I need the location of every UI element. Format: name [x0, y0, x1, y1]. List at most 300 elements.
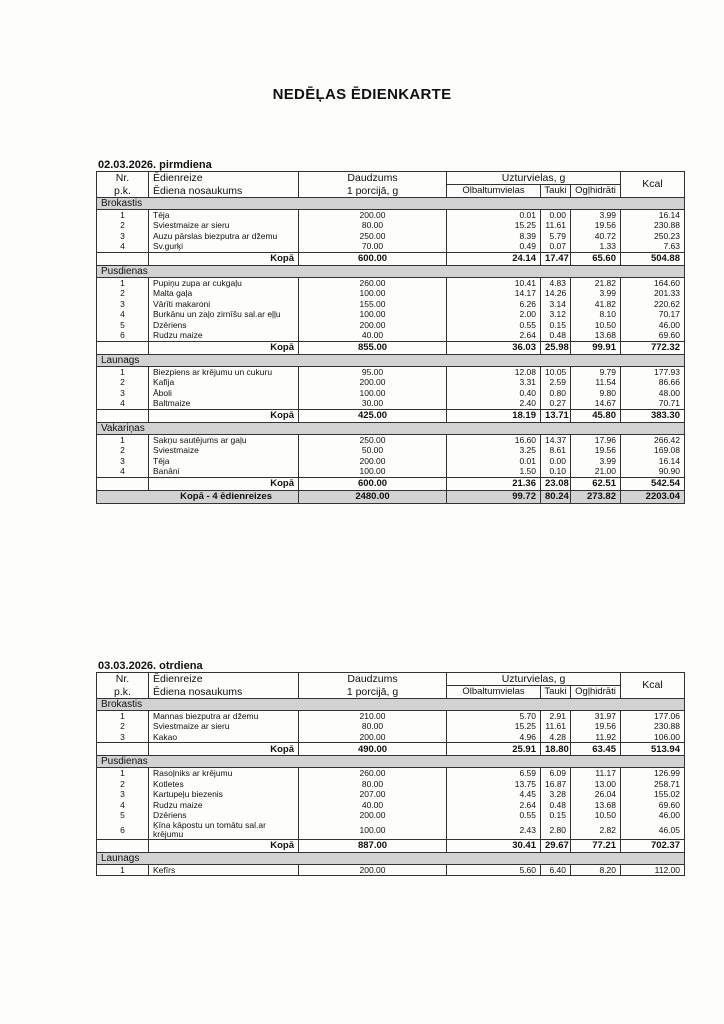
section-launags [97, 852, 685, 864]
row-kcal: 250.23 [621, 231, 685, 242]
header-tauki: Tauki [541, 185, 571, 198]
row-carb: 41.82 [571, 299, 621, 310]
row-carb: 8.20 [571, 864, 621, 876]
row-fat: 0.15 [541, 320, 571, 331]
section-label: Launags [97, 852, 685, 864]
row-prot: 5.70 [447, 710, 541, 721]
table-row [97, 456, 685, 467]
row-kcal: 164.60 [621, 277, 685, 288]
row-nr: 4 [97, 398, 149, 409]
row-carb: 21.00 [571, 466, 621, 477]
total-qty: 855.00 [299, 341, 447, 354]
row-qty: 100.00 [299, 309, 447, 320]
row-qty: 260.00 [299, 768, 447, 779]
row-prot: 0.49 [447, 241, 541, 252]
section-launags [97, 354, 685, 366]
row-qty: 200.00 [299, 456, 447, 467]
table-row [97, 768, 685, 779]
row-qty: 200.00 [299, 732, 447, 743]
total-fat: 17.47 [541, 252, 571, 265]
section-label: Launags [97, 354, 685, 366]
row-prot: 10.41 [447, 277, 541, 288]
header-kcal: Kcal [621, 172, 685, 198]
row-kcal: 177.06 [621, 710, 685, 721]
row-carb: 40.72 [571, 231, 621, 242]
row-kcal: 126.99 [621, 768, 685, 779]
row-qty: 40.00 [299, 800, 447, 811]
row-carb: 9.80 [571, 388, 621, 399]
row-qty: 207.00 [299, 789, 447, 800]
section-brokastis [97, 197, 685, 209]
row-prot: 5.60 [447, 864, 541, 876]
row-fat: 0.00 [541, 456, 571, 467]
row-fat: 4.28 [541, 732, 571, 743]
row-fat: 2.80 [541, 821, 571, 840]
grand-total-prot: 99.72 [447, 490, 541, 503]
total-carb: 62.51 [571, 477, 621, 490]
section-brokastis [97, 698, 685, 710]
total-kcal: 772.32 [621, 341, 685, 354]
header-row-1 [97, 673, 685, 686]
row-fat: 5.79 [541, 231, 571, 242]
row-name: Mannas biezputra ar džemu [149, 710, 299, 721]
row-kcal: 258.71 [621, 779, 685, 790]
grand-total-qty: 2480.00 [299, 490, 447, 503]
row-prot: 2.64 [447, 800, 541, 811]
row-name: Kafija [149, 377, 299, 388]
row-kcal: 16.14 [621, 456, 685, 467]
section-pusdienas [97, 265, 685, 277]
row-fat: 11.61 [541, 220, 571, 231]
row-carb: 3.99 [571, 209, 621, 220]
row-nr: 1 [97, 277, 149, 288]
row-fat: 0.27 [541, 398, 571, 409]
header-olbaltumvielas: Olbaltumvielas [447, 686, 541, 699]
row-fat: 6.09 [541, 768, 571, 779]
header-olbaltumvielas: Olbaltumvielas [447, 185, 541, 198]
row-fat: 8.61 [541, 445, 571, 456]
row-prot: 0.55 [447, 320, 541, 331]
row-nr: 3 [97, 231, 149, 242]
row-carb: 13.68 [571, 330, 621, 341]
total-kcal: 504.88 [621, 252, 685, 265]
table-row [97, 800, 685, 811]
row-name: Banāni [149, 466, 299, 477]
row-nr: 2 [97, 779, 149, 790]
table-row [97, 821, 685, 840]
row-carb: 19.56 [571, 721, 621, 732]
total-carb: 77.21 [571, 839, 621, 852]
grand-total-row [97, 490, 685, 503]
total-label: Kopā [149, 341, 299, 354]
table-row [97, 388, 685, 399]
row-fat: 0.00 [541, 209, 571, 220]
row-fat: 0.48 [541, 330, 571, 341]
row-name: Pupiņu zupa ar cukgaļu [149, 277, 299, 288]
row-carb: 11.92 [571, 732, 621, 743]
row-nr: 5 [97, 320, 149, 331]
day-2-table [96, 672, 685, 876]
table-row [97, 320, 685, 331]
total-fat: 18.80 [541, 743, 571, 756]
row-name: Vārīti makaroni [149, 299, 299, 310]
row-name: Rudzu maize [149, 800, 299, 811]
row-kcal: 16.14 [621, 209, 685, 220]
row-fat: 10.05 [541, 366, 571, 377]
table-row [97, 398, 685, 409]
day-2-date: 03.03.2026. otrdiena [98, 660, 203, 672]
row-fat: 0.48 [541, 800, 571, 811]
row-qty: 80.00 [299, 220, 447, 231]
row-prot: 0.01 [447, 456, 541, 467]
row-name: Kartupeļu biezenis [149, 789, 299, 800]
row-prot: 13.75 [447, 779, 541, 790]
row-kcal: 46.00 [621, 320, 685, 331]
table-row [97, 721, 685, 732]
day-1-date: 02.03.2026. pirmdiena [98, 159, 212, 171]
row-nr: 3 [97, 388, 149, 399]
total-row [97, 477, 685, 490]
row-name: Tēja [149, 456, 299, 467]
row-prot: 3.31 [447, 377, 541, 388]
row-qty: 200.00 [299, 864, 447, 876]
row-carb: 9.79 [571, 366, 621, 377]
section-vakarinas [97, 422, 685, 434]
table-row [97, 710, 685, 721]
row-name: Dzēriens [149, 810, 299, 821]
row-fat: 0.15 [541, 810, 571, 821]
header-nr: Nr. [97, 172, 149, 185]
row-name: Biezpiens ar krējumu un cukuru [149, 366, 299, 377]
row-carb: 19.56 [571, 220, 621, 231]
row-name: Kefīrs [149, 864, 299, 876]
row-nr: 1 [97, 209, 149, 220]
row-qty: 155.00 [299, 299, 447, 310]
row-kcal: 220.62 [621, 299, 685, 310]
row-prot: 0.01 [447, 209, 541, 220]
page-title: NEDĒĻAS ĒDIENKARTE [272, 86, 452, 103]
row-kcal: 230.88 [621, 220, 685, 231]
row-fat: 0.80 [541, 388, 571, 399]
row-kcal: 48.00 [621, 388, 685, 399]
total-qty: 425.00 [299, 409, 447, 422]
total-row [97, 341, 685, 354]
row-carb: 10.50 [571, 810, 621, 821]
row-qty: 40.00 [299, 330, 447, 341]
row-carb: 3.99 [571, 288, 621, 299]
row-kcal: 169.08 [621, 445, 685, 456]
row-nr: 1 [97, 434, 149, 445]
row-prot: 8.39 [447, 231, 541, 242]
row-kcal: 46.00 [621, 810, 685, 821]
section-label: Pusdienas [97, 265, 685, 277]
row-kcal: 230.88 [621, 721, 685, 732]
row-prot: 15.25 [447, 721, 541, 732]
total-qty: 600.00 [299, 477, 447, 490]
header-edienreize: Ēdienreize [149, 673, 299, 686]
total-row [97, 743, 685, 756]
row-nr: 4 [97, 309, 149, 320]
row-prot: 15.25 [447, 220, 541, 231]
row-carb: 10.50 [571, 320, 621, 331]
row-qty: 30.00 [299, 398, 447, 409]
row-nr: 2 [97, 220, 149, 231]
header-oglhidrati: Ogļhidrāti [571, 686, 621, 699]
row-prot: 2.43 [447, 821, 541, 840]
table-row [97, 779, 685, 790]
row-carb: 2.82 [571, 821, 621, 840]
row-carb: 26.04 [571, 789, 621, 800]
day-2-block [96, 660, 684, 876]
header-daudzums: Daudzums [299, 673, 447, 686]
table-row [97, 231, 685, 242]
total-kcal: 383.30 [621, 409, 685, 422]
table-row [97, 288, 685, 299]
grand-total-kcal: 2203.04 [621, 490, 685, 503]
total-carb: 45.80 [571, 409, 621, 422]
row-nr: 3 [97, 299, 149, 310]
row-nr: 4 [97, 466, 149, 477]
total-fat: 23.08 [541, 477, 571, 490]
total-prot: 30.41 [447, 839, 541, 852]
row-prot: 0.55 [447, 810, 541, 821]
total-carb: 99.91 [571, 341, 621, 354]
row-name: Kakao [149, 732, 299, 743]
row-qty: 200.00 [299, 320, 447, 331]
row-kcal: 201.33 [621, 288, 685, 299]
row-carb: 17.96 [571, 434, 621, 445]
row-name: Baltmaize [149, 398, 299, 409]
row-prot: 16.60 [447, 434, 541, 445]
row-fat: 3.28 [541, 789, 571, 800]
row-kcal: 70.71 [621, 398, 685, 409]
row-nr: 2 [97, 721, 149, 732]
row-kcal: 106.00 [621, 732, 685, 743]
row-fat: 3.12 [541, 309, 571, 320]
total-kcal: 542.54 [621, 477, 685, 490]
row-qty: 100.00 [299, 388, 447, 399]
header-nosaukums: Ēdiena nosaukums [149, 185, 299, 198]
row-name: Sviestmaize ar sieru [149, 721, 299, 732]
header-pk: p.k. [97, 686, 149, 699]
row-kcal: 46.05 [621, 821, 685, 840]
row-carb: 31.97 [571, 710, 621, 721]
row-nr: 4 [97, 800, 149, 811]
row-kcal: 155.02 [621, 789, 685, 800]
row-name: Burkānu un zaļo zirnīšu sal.ar eļļu [149, 309, 299, 320]
row-name: Sviestmaize [149, 445, 299, 456]
row-fat: 6.40 [541, 864, 571, 876]
header-row-2 [97, 686, 685, 699]
row-qty: 250.00 [299, 434, 447, 445]
row-qty: 250.00 [299, 231, 447, 242]
row-qty: 70.00 [299, 241, 447, 252]
row-name: Sakņu sautējums ar gaļu [149, 434, 299, 445]
row-name: Tēja [149, 209, 299, 220]
row-name: Āboli [149, 388, 299, 399]
header-kcal: Kcal [621, 673, 685, 699]
total-prot: 21.36 [447, 477, 541, 490]
row-qty: 50.00 [299, 445, 447, 456]
row-prot: 4.96 [447, 732, 541, 743]
header-oglhidrati: Ogļhidrāti [571, 185, 621, 198]
table-row [97, 810, 685, 821]
row-nr: 2 [97, 445, 149, 456]
row-nr: 1 [97, 710, 149, 721]
header-pk: p.k. [97, 185, 149, 198]
row-qty: 80.00 [299, 779, 447, 790]
row-qty: 210.00 [299, 710, 447, 721]
row-carb: 13.00 [571, 779, 621, 790]
section-label: Pusdienas [97, 756, 685, 768]
table-row [97, 789, 685, 800]
row-nr: 1 [97, 864, 149, 876]
row-qty: 95.00 [299, 366, 447, 377]
table-row [97, 277, 685, 288]
header-porcija: 1 porcijā, g [299, 185, 447, 198]
header-nr: Nr. [97, 673, 149, 686]
row-qty: 200.00 [299, 209, 447, 220]
row-kcal: 69.60 [621, 330, 685, 341]
total-carb: 63.45 [571, 743, 621, 756]
total-prot: 24.14 [447, 252, 541, 265]
total-qty: 600.00 [299, 252, 447, 265]
row-prot: 2.00 [447, 309, 541, 320]
row-fat: 4.83 [541, 277, 571, 288]
total-row [97, 252, 685, 265]
total-label: Kopā [149, 477, 299, 490]
section-label: Brokastis [97, 698, 685, 710]
row-name: Kotletes [149, 779, 299, 790]
total-label: Kopā [149, 252, 299, 265]
section-label: Brokastis [97, 197, 685, 209]
row-fat: 0.07 [541, 241, 571, 252]
row-carb: 19.56 [571, 445, 621, 456]
table-row [97, 377, 685, 388]
header-uzturvielas: Uzturvielas, g [447, 673, 621, 686]
row-carb: 14.67 [571, 398, 621, 409]
row-fat: 11.61 [541, 721, 571, 732]
table-row [97, 466, 685, 477]
total-qty: 887.00 [299, 839, 447, 852]
grand-total-fat: 80.24 [541, 490, 571, 503]
row-kcal: 90.90 [621, 466, 685, 477]
row-nr: 3 [97, 732, 149, 743]
table-row [97, 330, 685, 341]
header-edienreize: Ēdienreize [149, 172, 299, 185]
row-carb: 13.68 [571, 800, 621, 811]
total-kcal: 513.94 [621, 743, 685, 756]
row-prot: 6.26 [447, 299, 541, 310]
total-kcal: 702.37 [621, 839, 685, 852]
day-1-table [96, 171, 685, 504]
row-nr: 1 [97, 366, 149, 377]
table-row [97, 732, 685, 743]
row-qty: 200.00 [299, 377, 447, 388]
row-fat: 16.87 [541, 779, 571, 790]
day-1-block [96, 159, 684, 504]
total-fat: 29.67 [541, 839, 571, 852]
row-carb: 11.54 [571, 377, 621, 388]
row-kcal: 112.00 [621, 864, 685, 876]
section-pusdienas [97, 756, 685, 768]
total-carb: 65.60 [571, 252, 621, 265]
row-prot: 1.50 [447, 466, 541, 477]
row-nr: 4 [97, 241, 149, 252]
row-nr: 3 [97, 456, 149, 467]
row-prot: 14.17 [447, 288, 541, 299]
row-kcal: 86.66 [621, 377, 685, 388]
total-row [97, 839, 685, 852]
row-prot: 0.40 [447, 388, 541, 399]
grand-total-carb: 273.82 [571, 490, 621, 503]
row-kcal: 69.60 [621, 800, 685, 811]
table-row [97, 864, 685, 876]
row-nr: 3 [97, 789, 149, 800]
row-carb: 21.82 [571, 277, 621, 288]
row-kcal: 266.42 [621, 434, 685, 445]
row-nr: 6 [97, 330, 149, 341]
row-qty: 100.00 [299, 821, 447, 840]
row-prot: 3.25 [447, 445, 541, 456]
table-row [97, 366, 685, 377]
row-name: Ķīna kāpostu un tomātu sal.ar krējumu [149, 821, 299, 840]
header-daudzums: Daudzums [299, 172, 447, 185]
total-qty: 490.00 [299, 743, 447, 756]
row-qty: 260.00 [299, 277, 447, 288]
row-fat: 14.37 [541, 434, 571, 445]
row-name: Dzēriens [149, 320, 299, 331]
row-nr: 1 [97, 768, 149, 779]
total-prot: 36.03 [447, 341, 541, 354]
total-label: Kopā [149, 409, 299, 422]
header-tauki: Tauki [541, 686, 571, 699]
row-nr: 2 [97, 288, 149, 299]
row-name: Auzu pārslas biezputra ar džemu [149, 231, 299, 242]
total-prot: 18.19 [447, 409, 541, 422]
row-fat: 2.59 [541, 377, 571, 388]
row-kcal: 177.93 [621, 366, 685, 377]
row-prot: 12.08 [447, 366, 541, 377]
row-carb: 11.17 [571, 768, 621, 779]
row-fat: 3.14 [541, 299, 571, 310]
row-qty: 100.00 [299, 288, 447, 299]
table-row [97, 434, 685, 445]
row-prot: 2.64 [447, 330, 541, 341]
header-row-2 [97, 185, 685, 198]
row-name: Sviestmaize ar sieru [149, 220, 299, 231]
table-row [97, 299, 685, 310]
total-label: Kopā [149, 839, 299, 852]
row-fat: 2.91 [541, 710, 571, 721]
row-prot: 4.45 [447, 789, 541, 800]
row-carb: 1.33 [571, 241, 621, 252]
total-fat: 13.71 [541, 409, 571, 422]
row-qty: 200.00 [299, 810, 447, 821]
header-porcija: 1 porcijā, g [299, 686, 447, 699]
row-qty: 80.00 [299, 721, 447, 732]
row-nr: 5 [97, 810, 149, 821]
row-qty: 100.00 [299, 466, 447, 477]
grand-total-label: Kopā - 4 ēdienreizes [97, 490, 299, 503]
table-row [97, 445, 685, 456]
row-carb: 8.10 [571, 309, 621, 320]
total-fat: 25.98 [541, 341, 571, 354]
section-label: Vakariņas [97, 422, 685, 434]
row-name: Rudzu maize [149, 330, 299, 341]
total-prot: 25.91 [447, 743, 541, 756]
row-prot: 2.40 [447, 398, 541, 409]
